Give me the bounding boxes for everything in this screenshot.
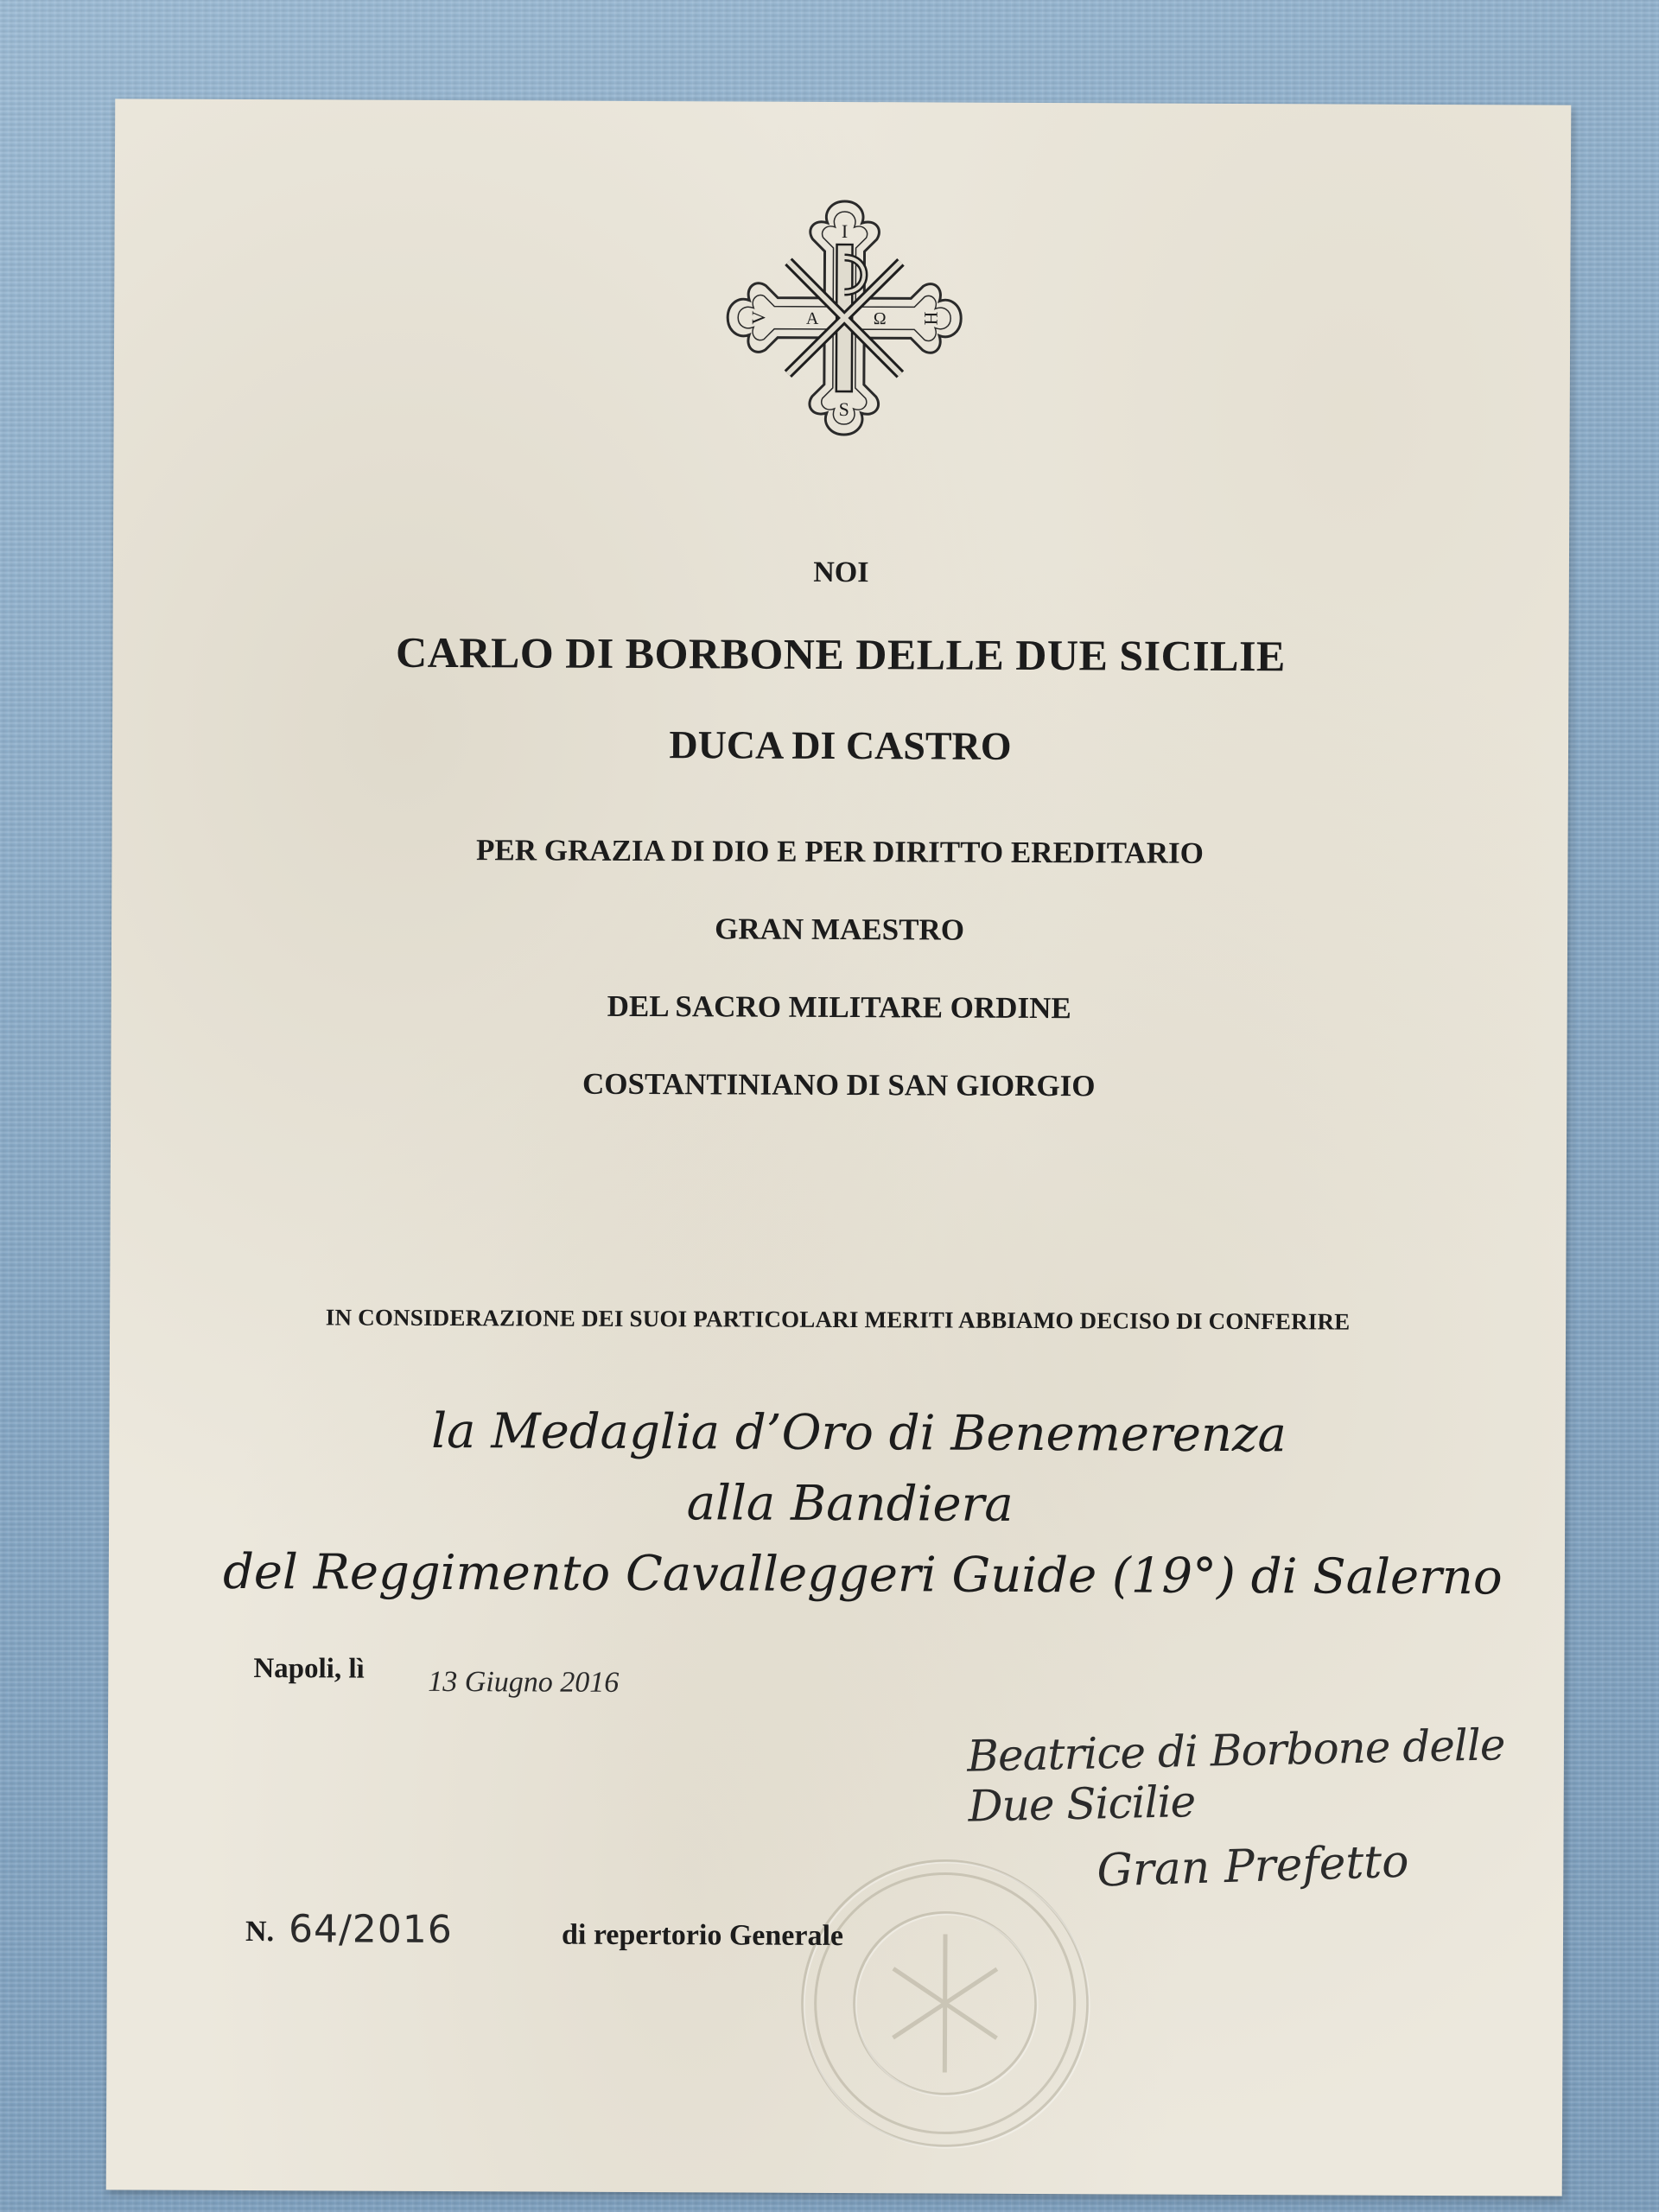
award-line-1: la Medaglia d’Oro di Benemerenza [431,1402,1287,1464]
order-line: DEL SACRO MILITARE ORDINE [607,988,1071,1026]
grace-line: PER GRAZIA DI DIO E PER DIRITTO EREDITARIO [476,833,1204,870]
award-line-2: alla Bandiera [686,1475,1014,1533]
embossed-seal-icon [789,1847,1102,2160]
award-line-3: del Reggimento Cavalleggeri Guide (19°) di Salerno [222,1543,1503,1606]
signature-title: Gran Prefetto [1096,1835,1410,1897]
repertorio-number: 64/2016 [288,1907,453,1953]
grand-master-name: CARLO DI BORBONE DELLE DUE SICILIE [395,627,1286,681]
constantinian-cross-icon [710,183,979,452]
svg-text:I: I [841,220,849,243]
costantiniano-line: COSTANTINIANO DI SAN GIORGIO [582,1066,1096,1103]
noi-heading: NOI [813,556,869,589]
gran-maestro-line: GRAN MAESTRO [715,912,965,947]
svg-text:V: V [747,310,770,325]
ducal-title: DUCA DI CASTRO [669,722,1012,768]
place-label: Napoli, lì [253,1653,365,1685]
signature-name: Beatrice di Borbone delle Due Sicilie [966,1719,1505,1832]
repertorio-label: di repertorio Generale [561,1918,844,1953]
svg-text:S: S [838,397,849,421]
certificate-paper [106,99,1572,2196]
consideration-text: IN CONSIDERAZIONE DEI SUOI PARTICOLARI MERITI ABBIAMO DECISO DI CONFERIRE [325,1304,1351,1335]
svg-text:Ω: Ω [873,309,887,329]
svg-text:H: H [920,311,943,326]
issue-date: 13 Giugno 2016 [428,1665,620,1699]
number-label: N. [245,1916,275,1948]
svg-text:A: A [805,308,819,328]
